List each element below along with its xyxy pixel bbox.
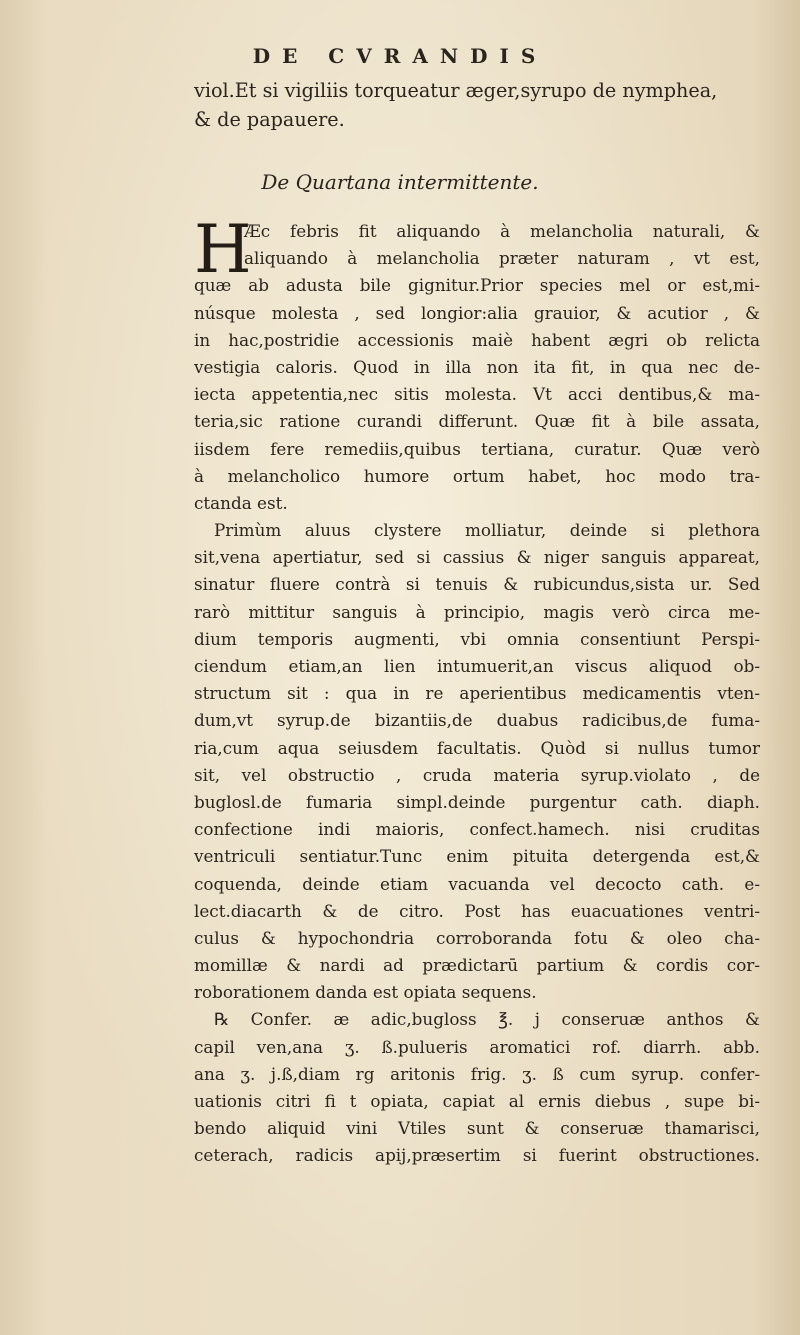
text-line: aliquando à melancholia præter naturam , vt est, [244, 248, 760, 269]
body-text [194, 211, 760, 1170]
text-line: à melancholico humore ortum habet, hoc modo tra- [194, 465, 760, 486]
text-line: rarò mittitur sanguis à principio, magis verò circa me- [194, 601, 760, 622]
section-title: De Quartana intermittente. [261, 170, 539, 194]
text-line: confectione indi maioris, confect.hamech. nisi cruditas [194, 819, 760, 840]
text-line: iecta appetentia,nec sitis molesta. Vt acci dentibus,& ma- [194, 384, 760, 405]
text-line: teria,sic ratione curandi differunt. Quæ fit à bile assata, [194, 411, 760, 432]
recipe-line: ana ʒ. j.ß,diam rg aritonis frig. ʒ. ß cum syrup. confer- [194, 1063, 760, 1084]
text-line: in hac,postridie accessionis maiè habent ægri ob relicta [194, 329, 760, 350]
drop-capital: H [194, 211, 252, 288]
recipe-line: uationis citri fi t opiata, capiat al ernis diebus , supe bi- [194, 1091, 760, 1111]
text-line: ciendum etiam,an lien intumuerit,an viscus aliquod ob- [194, 656, 760, 676]
text-line: sit, vel obstructio , cruda materia syrup.violato , de [194, 764, 760, 785]
recipe-line: bendo aliquid vini Vtiles sunt & conseruæ thamarisci, [194, 1118, 760, 1139]
text-line: ctanda est. [194, 492, 288, 513]
text-line: roborationem danda est opiata sequens. [194, 982, 537, 1003]
text-line: momillæ & nardi ad prædictarū partium & cordis cor- [194, 955, 760, 976]
text-line: núsque molesta , sed longior:alia grauior, & acutior , & [194, 302, 760, 323]
text-line: Primùm aluus clystere molliatur, deinde si plethora [214, 520, 760, 541]
text-line: sinatur fluere contrà si tenuis & rubicundus,sista ur. Sed [194, 574, 760, 595]
text-line: viol.Et si vigiliis torqueatur æger,syrupo de nymphea, [194, 79, 718, 102]
text-line: coquenda, deinde etiam vacuanda vel decocto cath. e- [194, 873, 760, 894]
recipe-line: ℞ Confer. æ adic,bugloss ℥. j conseruæ anthos & [214, 1009, 760, 1030]
recipe-line: capil ven,ana ʒ. ß.puluerіs aromatici rof. diarrh. abb. [194, 1036, 760, 1057]
text-line: structum sit : qua in re aperientibus medicamentis vten- [194, 683, 760, 704]
intro-text [194, 76, 754, 134]
text-line: ria,cum aqua seiusdem facultatis. Quòd si nullus tumor [194, 737, 760, 758]
recipe-line: ceterach, radicis apij,præsertim si fuerint obstructiones. [194, 1145, 760, 1166]
text-line: iisdem fere remediis,quibus tertiana, curatur. Quæ verò [194, 438, 760, 459]
text-line: dum,vt syrup.de bizantiis,de duabus radicibus,de fuma- [194, 710, 760, 731]
text-line: buglosl.de fumaria simpl.deinde purgentur cath. diaph. [194, 791, 760, 812]
text-line: Æc febris fit aliquando à melancholia naturali, & [244, 221, 760, 241]
text-line: quæ ab adusta bile gignitur.Prior species mel or est,mi- [194, 275, 760, 296]
text-line: vestigia caloris. Quod in illa non ita fit, in qua nec de- [194, 356, 760, 377]
text-line: & de papauere. [194, 108, 345, 131]
text-line: culus & hypochondria corroboranda fotu & oleo cha- [194, 927, 760, 948]
text-line: sit,vena apertiatur, sed si cassius & niger sanguis appareat, [194, 547, 760, 568]
text-line: dium temporis augmenti, vbi omnia consentiunt Perspi- [194, 628, 760, 649]
text-line: lect.diacarth & de citro. Post has euacuationes ventri- [194, 900, 760, 921]
running-header: DE CVRANDIS [252, 44, 548, 68]
text-line: ventriculi sentiatur.Tunc enim pituita detergenda est,& [194, 846, 760, 867]
